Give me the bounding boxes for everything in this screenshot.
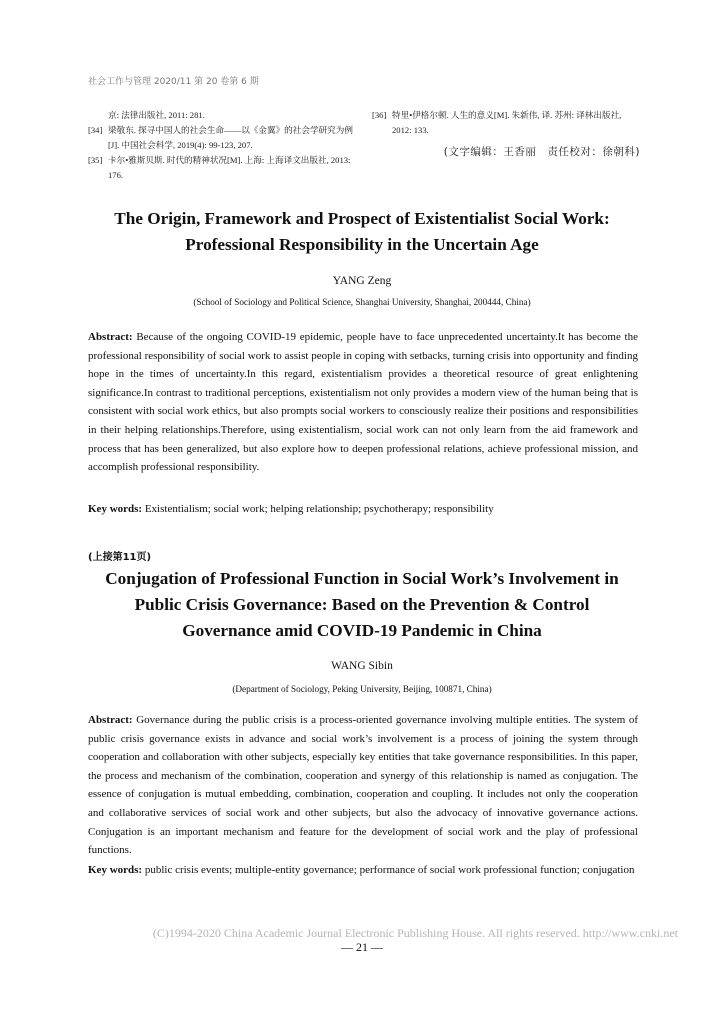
continued-from-label: (上接第11页): [88, 552, 152, 563]
page-number: — 21 —: [341, 940, 383, 954]
article2-keywords: [88, 861, 638, 880]
reference-text: 特里•伊格尔顿. 人生的意义[M]. 朱新伟, 译. 苏州: 译林出版社, 2012: 133.: [392, 110, 622, 135]
reference-number: [36]: [372, 110, 387, 120]
abstract-label: Abstract:: [88, 331, 133, 343]
reference-item: 京: 法律出版社, 2011: 281.: [108, 110, 205, 120]
article1-author: YANG Zeng: [332, 275, 392, 287]
article1-title: The Origin, Framework and Prospect of Existentialist Social Work: Professional Responsibility in the Uncertain Age: [114, 209, 610, 254]
references-right-column: [372, 108, 640, 160]
reference-number: [34]: [88, 125, 103, 135]
abstract-label: Abstract:: [88, 714, 133, 726]
article2-affiliation: (Department of Sociology, Peking University, Beijing, 100871, China): [232, 684, 492, 694]
article1-abstract: [88, 328, 638, 477]
keywords-text: public crisis events; multiple-entity governance; performance of social work professional function; conjugation: [144, 864, 635, 876]
running-header: 社会工作与管理 2020/11 第 20 卷第 6 期: [88, 77, 259, 87]
reference-item: [88, 153, 360, 183]
article2-title: Conjugation of Professional Function in Social Work’s Involvement in Public Crisis Governance: Based on the Prevention & Control Governance amid COVID-19 Pandemic in China: [105, 569, 619, 640]
article2-author: WANG Sibin: [331, 660, 393, 672]
keywords-text: Existentialism; social work; helping relationship; psychotherapy; responsibility: [144, 503, 494, 515]
reference-text: 卡尔•雅斯贝斯. 时代的精神状况[M]. 上海: 上海译文出版社, 2013: 176.: [108, 155, 351, 180]
reference-item: [372, 108, 640, 138]
references-left-column: [88, 108, 360, 183]
reference-item: [88, 123, 360, 153]
copyright-footer: (C)1994-2020 China Academic Journal Electronic Publishing House. All rights reserved. http://www.cnki.net: [152, 926, 678, 940]
keywords-label: Key words:: [88, 503, 143, 515]
article1-keywords: [88, 500, 638, 519]
reference-number: [35]: [88, 155, 103, 165]
reference-text: 梁敬东. 探寻中国人的社会生命——以《金翼》的社会学研究为例[J]. 中国社会科学, 2019(4): 99-123, 207.: [108, 125, 353, 150]
abstract-text: Because of the ongoing COVID-19 epidemic, people have to face unprecedented uncertainty.It has become the professional responsibility of social work to assist people in coping with setbacks, turning crisis into opportunity and finding hope in the times of uncertainty.In this regard, existentialism provides a theoretical resource of great enlightening significance.In contrast to traditional perceptions, existentialism not only provides a modern view of the human being that is consistent with social work ethics, but also prompts social workers to consciously realize their positions and responsibilities in their helping relationships.Therefore, using existentialism, social work can not only learn from the aid framework and process that has been generalized, but also explore how to deepen professional relations, achieve professional mission, and accomplish professional responsibility.: [88, 331, 638, 474]
article1-affiliation: (School of Sociology and Political Science, Shanghai University, Shanghai, 200444, China): [193, 297, 531, 307]
article2-abstract: [88, 711, 638, 860]
abstract-text: Governance during the public crisis is a process-oriented governance involving multiple entities. The system of public crisis governance exists in advance and social work’s involvement is a process of joining the system through cooperation and collaboration with other subjects, especially key entities that take governance responsibilities. In this paper, the process and mechanism of the combination, cooperation and synergy of this relationship is named as conjugation. The essence of conjugation is mutual embedding, combination, cooperation and coupling. It includes not only the cooperation and collaborative services of social work and other subjects, but also the advocacy of innovative governance actions. Conjugation is an important mechanism and feature for the development of social work and the play of professional functions.: [88, 714, 638, 857]
editors-note: (文字编辑：王香丽 责任校对：徐朝科): [443, 146, 640, 158]
keywords-label: Key words:: [88, 864, 143, 876]
